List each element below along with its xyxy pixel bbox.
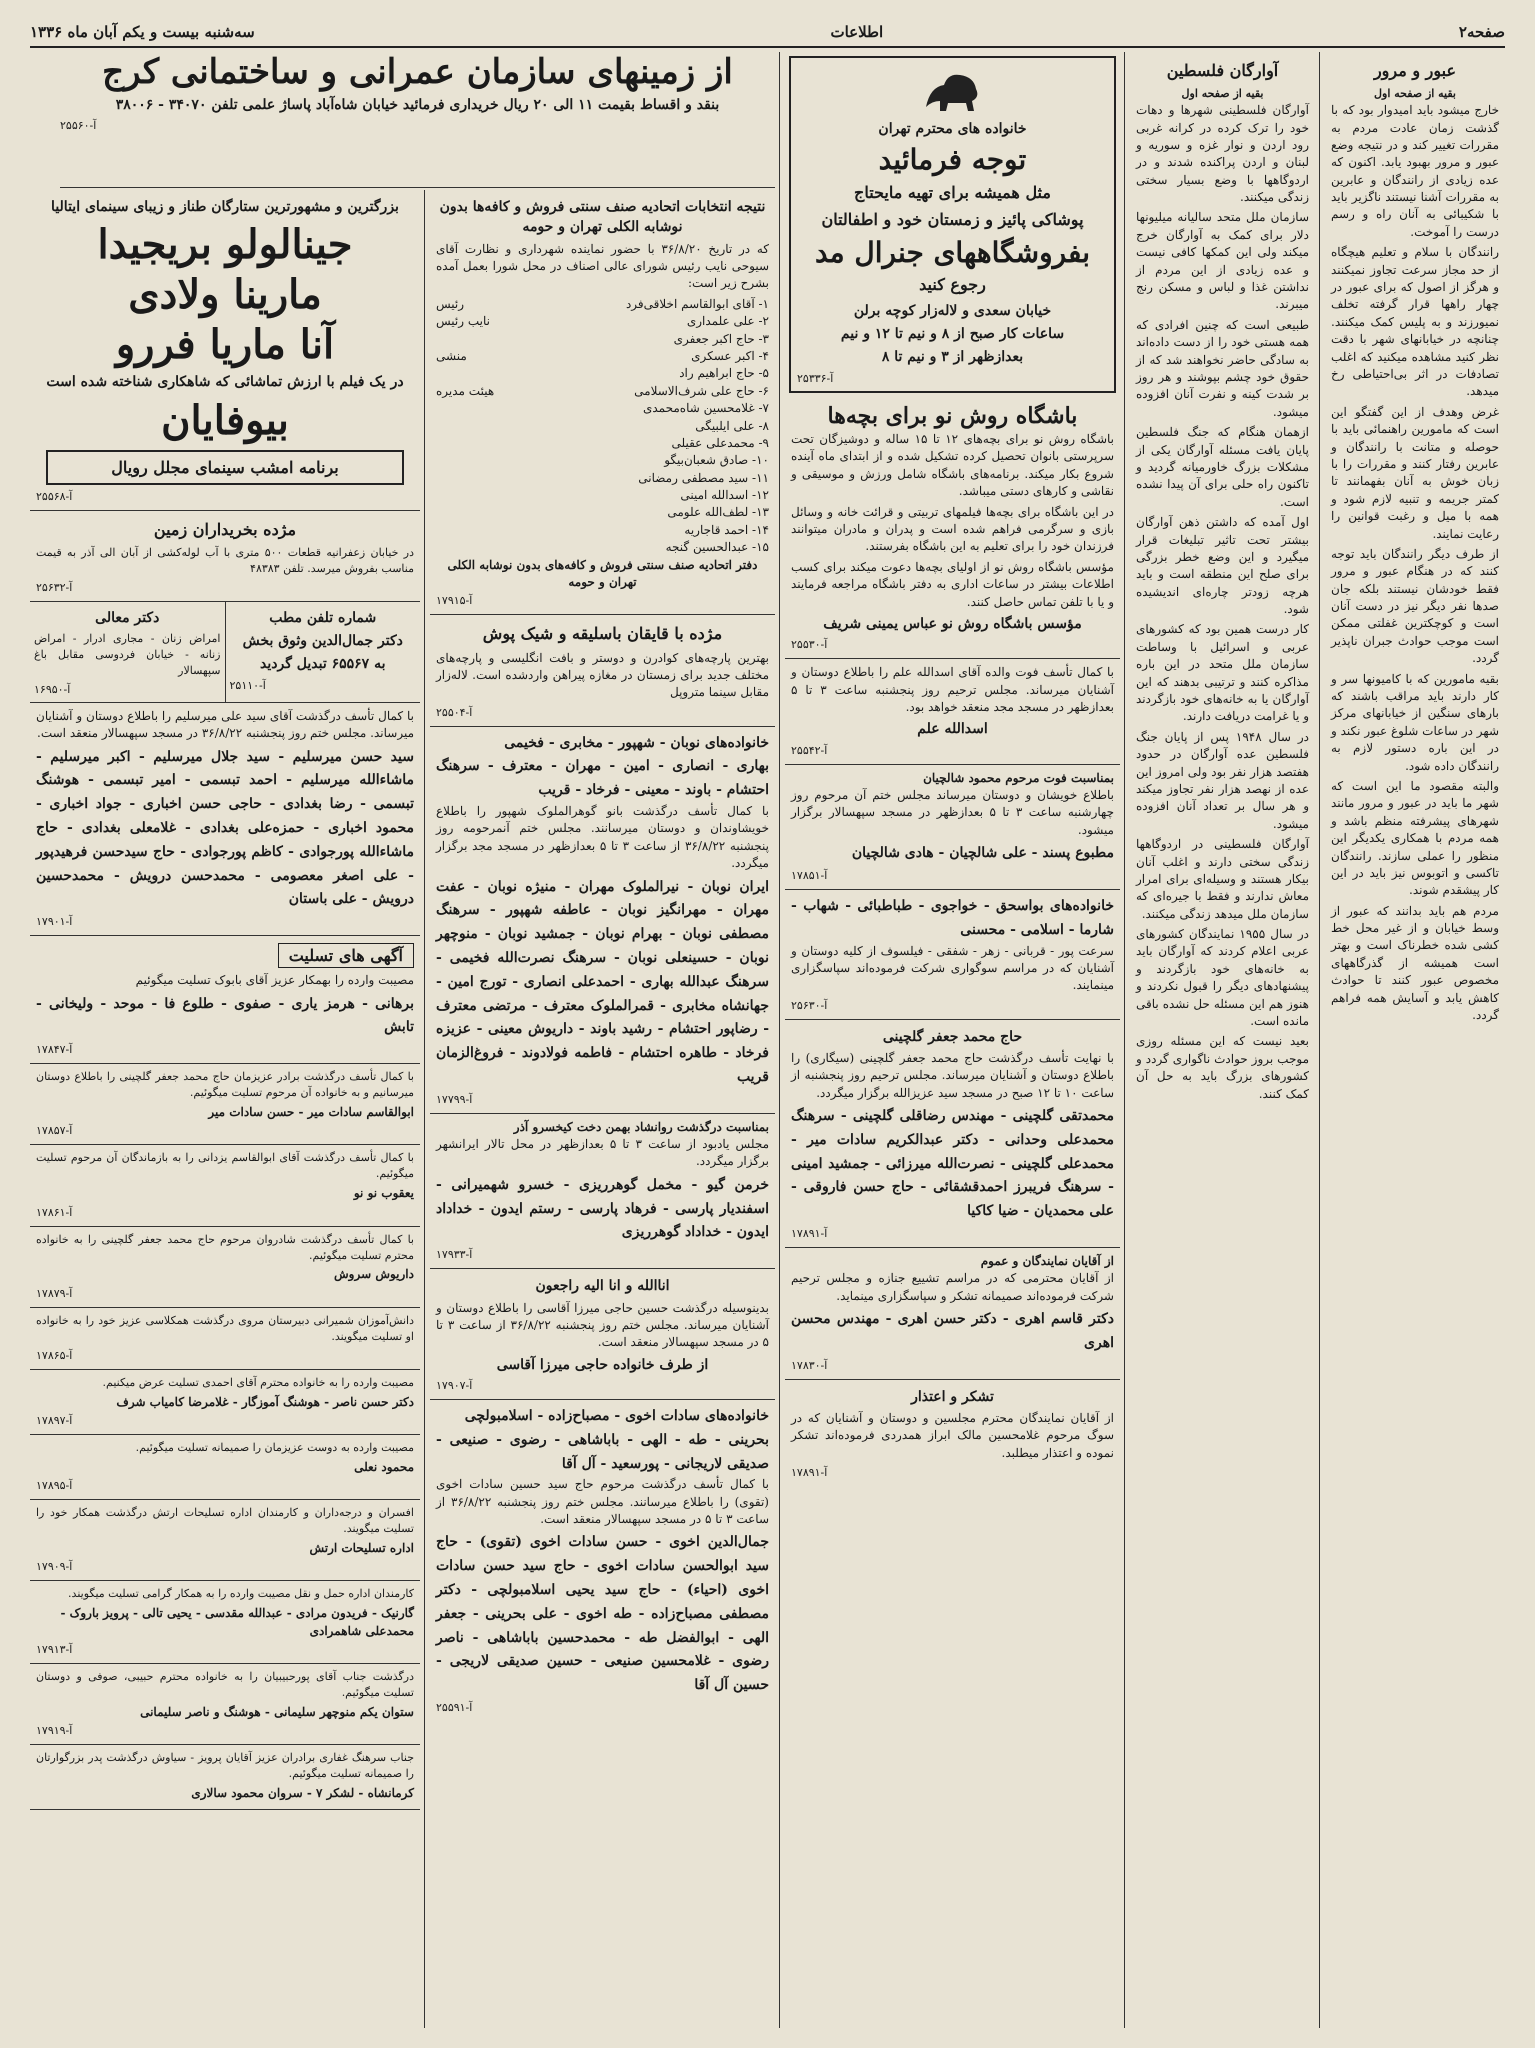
ad-ref: آ-۲۵۵۶۸ <box>36 489 73 503</box>
paragraph: در سال ۱۹۴۸ پس از پایان جنگ فلسطین عده آوارگان در حدود هفتصد هزار نفر بود ولی امروز این عده از نهصد هزار نفر تجاوز میکند و هر سال بر تعداد آنان افزوده میشود. <box>1136 729 1310 831</box>
notice-sign: ستوان یکم منوچهر سلیمانی - هوشنگ و ناصر سلیمانی <box>140 1704 414 1719</box>
notice-text: با کمال تأسف درگذشت مرحوم حاج سید حسین سادات اخوی (تقوی) را باطلاع میرسانند. مجلس ختم روز پنجشنبه ۳۶/۸/۲۲ از ساعت ۳ تا ۵ در مسجد سپهسالار منعقد است. <box>436 1477 769 1527</box>
notice-sign: گارنیک - فریدون مرادی - عبدالله مقدسی - یحیی تالی - پرویز باروک - محمدعلی شاهمرادی <box>60 1606 414 1638</box>
member-name: ۹- محمدعلی عقیلی <box>671 435 769 450</box>
notice-sign: از طرف خانواده حاجی میرزا آقاسی <box>496 1356 709 1373</box>
notice-sign: ابوالقاسم سادات میر - حسن سادات میر <box>208 1105 414 1120</box>
cinema-program: برنامه امشب سینمای مجلل رویال <box>46 450 404 485</box>
ad-line: رجوع کنید <box>919 275 986 295</box>
club-founder: مؤسس باشگاه روش نو عباس یمینی شریف <box>823 615 1082 632</box>
member-row <box>436 470 769 487</box>
condolence-notice <box>30 1064 420 1145</box>
notice-text: مصیبت وارده را بهمکار عزیز آقای بابوک تسلیت میگوئیم <box>135 973 414 988</box>
notice-ref: آ-۱۷۸۹۷ <box>36 1413 73 1427</box>
notice-sign: اداره تسلیحات ارتش <box>309 1541 414 1555</box>
member-name: ۲- علی علمداری <box>686 314 769 329</box>
paragraph: طبیعی است که چنین افرادی که همه هستی خود را از دست داده‌اند به سادگی حاضر نخواهند شد که از حقوق خود چشم بپوشند و هر روز بر شدت کینه و نفرت آنان افزوده میشود. <box>1136 317 1309 419</box>
doctor-ad <box>30 602 226 702</box>
condolence-notice <box>30 1664 420 1745</box>
notice-title: اناالله و انا الیه راجعون <box>535 1278 670 1295</box>
section-title: آگهی های تسلیت <box>278 943 414 968</box>
notice-ref: آ-۱۷۸۴۷ <box>36 1043 73 1057</box>
paragraph: بقیه مامورین که با کامیونها سر و کار دارند باید مراقب باشند که بارهای سنگین از خیابانهای مرکز شهر در ساعات شلوغ عبور نکند و در این باره دستور لازم به رانندگان داده شود. <box>1331 671 1499 773</box>
notice-text: از آقایان نمایندگان محترم مجلسین و دوستان و آشنایان که در سوگ مرحوم غلامحسین مالک ابراز همدردی فرموده‌اند تشکر نموده و اعتذار میطلبد. <box>791 1411 1114 1460</box>
ad-ref: آ-۲۵۵۰۴ <box>436 705 473 719</box>
paragraph: مؤسس باشگاه روش نو از اولیای بچه‌ها دعوت میکند برای کسب اطلاعات بیشتر در ساعات اداری به دفتر باشگاه مراجعه فرمایند و یا با تلفن تماس حاصل کنند. <box>791 559 1114 609</box>
member-row <box>436 383 769 400</box>
notice-text: مجلس یادبود از ساعت ۳ تا ۵ بعدازظهر در محل تالار ایرانشهر برگزار میگردد. <box>436 1137 769 1169</box>
notice-text: با کمال تأسف درگذشت آقای سید علی میرسلیم را باطلاع دوستان و آشنایان میرساند. مجلس ختم روز پنجشنبه ۳۶/۸/۲۲ در مسجد سپهسالار منعقد است. <box>36 708 414 741</box>
karaj-land-ad <box>60 52 775 188</box>
doctor-name: دکتر جمال‌الدین وثوق بخش <box>242 633 403 650</box>
star-name: جینالولو بریجیدا <box>97 221 353 269</box>
paragraph: ازهمان هنگام که جنگ فلسطین پایان یافت مسئله آوارگان یکی از مشکلات بزرگ خاورمیانه گردید و تاکنون راه حلی برای آن پیدا نشده است. <box>1136 425 1309 509</box>
notice-text: که در تاریخ ۳۶/۸/۲۰ با حضور نماینده شهرداری و نظارت آقای سیوحی نایب رئیس شورای عالی اصناف در محل شورا بعمل آمده بشرح زیر است: <box>436 241 769 291</box>
paragraph: در سال ۱۹۵۵ نمایندگان کشورهای عربی اعلام کردند که آوارگان باید به خانه‌های خود بازگردند و پیشنهادهای دیگر را قبول نکردند و هنوز هم این مسئله حل نشده باقی مانده است. <box>1136 927 1309 1029</box>
notice-text: با نهایت تأسف درگذشت حاج محمد جعفر گلچینی (سیگاری) را باطلاع دوستان و آشنایان میرساند. مجلس ترحیم روز پنجشنبه از ساعت ۱۰ تا ۱۲ صبح در مسجد سید عزیزالله برگزار میگردد. <box>791 1050 1114 1100</box>
condolence-notice <box>30 1500 420 1581</box>
notice-sign: کرمانشاه - لشکر ۷ - سروان محمود سالاری <box>191 1786 414 1801</box>
member-row <box>436 313 769 330</box>
column-notices-left <box>30 190 420 2030</box>
notice-ref: آ-۱۷۹۳۳ <box>436 1248 473 1262</box>
paragraph: سازمان ملل متحد سالیانه میلیونها دلار برای کمک به آوارگان خرج میکند ولی این کمکها کافی نیست و عده زیادی از این مردم از نداشتن غذا و لباس و مسکن رنج میبرند. <box>1136 210 1309 312</box>
issue-date: سه‌شنبه بیست و یکم آبان ماه ۱۳۳۶ <box>30 23 255 41</box>
condolence-list <box>30 1064 420 1810</box>
member-name: ۱۳- لطف‌الله علومی <box>667 505 769 520</box>
ad-ref: آ-۱۶۹۵۰ <box>34 682 71 696</box>
star-name: مارینا ولادی <box>128 271 322 319</box>
notice-sign: محمود نعلی <box>354 1459 414 1474</box>
column-rule <box>1124 52 1125 2028</box>
condolence-notice <box>30 1370 420 1435</box>
notice <box>785 1380 1120 1486</box>
condolence-notice <box>30 1745 420 1810</box>
notice-ref: آ-۲۵۵۴۲ <box>791 743 828 757</box>
notice-sign: سید حسن میرسلیم - سید جلال میرسلیم - اکبر میرسلیم - ماشاءالله میرسلیم - احمد تبسمی - امیر تبسمی - هوشنگ تبسمی - رضا بغدادی - حاجی حسن اخباری - جواد اخباری - محمود اخباری - حمزه‌علی بغدادی - غلامعلی بغدادی - حاج ماشاءالله پورجوادی - کاظم پورجوادی - حاج سیدحسن فرهیدپور - علی اصغر معصومی - محمدحسن درویش - محمدحسین درویش - علی باستان <box>36 748 414 908</box>
member-role: منشی <box>436 348 467 363</box>
ad-title: مژده بخریداران زمین <box>153 519 297 539</box>
member-row <box>436 522 769 539</box>
notice-ref: آ-۱۷۹۱۹ <box>36 1724 73 1738</box>
member-name: ۸- علی ایلبیگی <box>695 418 769 433</box>
member-row <box>436 504 769 521</box>
member-name: ۵- حاج ابراهیم راد <box>679 366 769 381</box>
notice <box>430 1269 775 1400</box>
notice-text: بدینوسیله درگذشت حسین حاجی میرزا آقاسی را باطلاع دوستان و آشنایان میرساند. مجلس ختم روز پنجشنبه ۳۶/۸/۲۲ از ساعت ۳ تا ۵ در مسجد سپهسالار منعقد است. <box>436 1300 770 1350</box>
paragraph: آوارگان فلسطینی در اردوگاهها زندگی سختی دارند و اغلب آنان بیکار هستند و وسیله‌ای برای امرار معاش ندارند و فقط با جیره‌ای که سازمان ملل میدهد زندگی میکنند. <box>1136 837 1309 921</box>
ad-text: بنقد و اقساط بقیمت ۱۱ الی ۲۰ ریال خریداری فرمائید خیابان شاه‌آباد پاساژ علمی تلفن ۳۴۰۷۰ - ۳۸۰۰۶ <box>115 96 720 113</box>
ad-line: خانواده های محترم تهران <box>878 121 1027 137</box>
member-row <box>436 348 769 365</box>
member-role: نایب رئیس <box>436 314 490 329</box>
paragraph: بعید نیست که این مسئله روزی موجب بروز حوادث ناگواری گردد و کشورهای بزرگ باید به حل آن کمک کنند. <box>1136 1034 1309 1101</box>
ad-text: امراض زنان - مجاری ادرار - امراض زنانه - خیابان فردوسی مقابل باغ سپهسالار <box>34 632 221 677</box>
condolence-notice <box>30 1145 420 1226</box>
paper-name: اطلاعات <box>830 23 884 41</box>
column-rule <box>424 190 425 2028</box>
notice-ref: آ-۱۷۸۵۷ <box>36 1124 73 1138</box>
notice-sign: یعقوب نو نو <box>353 1186 414 1201</box>
notice-ref: آ-۱۷۸۹۱ <box>791 1466 828 1480</box>
notice <box>430 1400 775 1721</box>
member-name: ۱۲- اسدالله امینی <box>680 488 769 503</box>
paragraph: غرض وهدف از این گفتگو این است که مامورین راهنمائی باید با حوصله و متانت با رانندگان و عابرین رفتار کنند و مقررات را با زبان خوش به آنان بفهمانند تا کمتر جریمه و تنبیه لازم شود و همه با میل و رغبت قوانین را رعایت نمایند. <box>1331 404 1499 541</box>
member-name: ۱- آقای ابوالقاسم اخلاقی‌فرد <box>625 296 769 311</box>
member-row <box>436 435 769 452</box>
paragraph: از طرف دیگر رانندگان باید توجه کنند که در هنگام عبور و مرور فقط خودشان نیستند بلکه جان صدها نفر دیگر نیز در دست آنان است و کوچکترین غفلتی ممکن است موجب حوادث جبران ناپذیر گردد. <box>1331 546 1499 666</box>
notice-title: خانواده‌های سادات اخوی - مصباح‌زاده - اسلامبولچی <box>464 1407 769 1424</box>
column-traffic <box>1325 52 1505 2030</box>
doctor-name: دکتر معالی <box>95 609 160 626</box>
ad-address: خیابان سعدی و لاله‌زار کوچه برلن <box>853 302 1052 319</box>
notice-ref: آ-۲۵۶۳۰ <box>791 998 828 1012</box>
member-row <box>436 418 769 435</box>
notice-ref: آ-۱۷۹۱۵ <box>436 594 473 608</box>
ad-title: مژده با قایقان باسلیقه و شیک پوش <box>482 624 723 644</box>
paragraph: اول آمده که داشتن ذهن آوارگان بیشتر تحت تاثیر تبلیغات قرار میگیرد و این وضع خطر بزرگی برای صلح این منطقه است و باید هرچه زودتر چاره‌ای اندیشیده شود. <box>1136 515 1309 617</box>
ad-ref: آ-۲۵۵۳۰ <box>791 638 828 652</box>
notice-ref: آ-۱۷۸۳۰ <box>791 1358 828 1372</box>
member-row <box>436 452 769 469</box>
ad-text: در خیابان زعفرانیه قطعات ۵۰۰ متری با آب لوله‌کشی از آبان الی آذر به قیمت مناسب بفروش میرسد. تلفن ۴۸۳۸۳ <box>36 545 414 575</box>
notice-title: از آقایان نمایندگان و عموم <box>980 1254 1114 1268</box>
general-mode-ad <box>789 56 1116 393</box>
ad-ref: آ-۲۵۵۶۰ <box>60 119 97 133</box>
notice-ref: آ-۱۷۸۶۱ <box>36 1205 73 1219</box>
notice-text: با کمال تأسف درگذشت بانو گوهرالملوک شهپور را باطلاع خویشاوندان و دوستان میرسانند. مجلس ختم آنمرحومه روز پنجشنبه ۳۶/۸/۲۲ از ساعت ۳ تا ۵ بعدازظهر در مسجد مجد برگزار میگردد. <box>436 804 770 871</box>
paragraph: رانندگان با سلام و تعلیم هیچگاه از حد مجاز سرعت تجاوز نمیکنند و هرگز از اصول که برای عبور در چهار راهها قرار گرفته تخلف نمیورزند و به پلیس کمک میکنند. چنانچه در خیابانهای شهر با دقت نظر کنید مشاهده میکنید که اغلب تصادفات در اثر بی‌احتیاطی رخ میدهد. <box>1331 245 1499 399</box>
ad-text: بهترین پارچه‌های کوادرن و دوستر و بافت انگلیسی و پارچه‌های مختلف جدید برای زمستان در مغازه پیراهن واردشده است. لاله‌زار مقابل سینما متروپل <box>436 650 769 700</box>
paragraph: باشگاه روش نو برای بچه‌های ۱۲ تا ۱۵ ساله و دوشیزگان تحت سرپرستی بانوان تحصیل کرده تشکیل شده و از ابتدای ماه آینده شروع بکار میکند. برنامه‌های باشگاه شامل ورزش و موسیقی و نقاشی و کارهای دستی میباشد. <box>791 432 1114 499</box>
notice-ref: آ-۱۷۸۹۵ <box>36 1479 73 1493</box>
notice-names: بحرینی - طه - الهی - باباشاهی - رضوی - صنیعی - صدیقی لاریجانی - پورسعید - آل آقا <box>436 1431 769 1472</box>
article-subtitle: بقیه از صفحه اول <box>1374 87 1456 101</box>
notice <box>785 1248 1120 1380</box>
paragraph: کار درست همین بود که کشورهای عربی و اسرائیل با وساطت سازمان ملل متحد در این باره مذاکره کنند و ترتیبی بدهند که این آوارگان یا به خانه‌های خود بازگردند و یا غرامت دریافت دارند. <box>1136 622 1309 724</box>
notice-title: نتیجه انتخابات اتحادیه صنف سنتی فروش و کافه‌ها بدون نوشابه الکلی تهران و حومه <box>439 199 766 236</box>
condolence-section <box>30 936 420 1064</box>
condolence-notice <box>30 1308 420 1370</box>
notice-sign: محمدتقی گلچینی - مهندس رضاقلی گلچینی - سرهنگ محمدعلی وحدانی - دکتر عبدالکریم سادات میر - محمدعلی گلچینی - نصرت‌الله میرزائی - جمشید امینی - سرهنگ فریبرز احمدقشقائی - حاج حسن فاروقی - علی محمدیان - ضیا کاکیا <box>791 1108 1114 1220</box>
member-row <box>436 296 769 313</box>
ad-hours: ساعات کار صبح از ۸ و نیم تا ۱۲ و نیم <box>840 325 1065 342</box>
ad-line: در یک فیلم با ارزش تماشائی که شاهکاری شناخته شده است <box>46 374 404 391</box>
notice-text: درگذشت جناب آقای پورحبیبیان را به خانواده محترم حبیبی، صوفی و دوستان تسلیت میگوئیم. <box>36 1669 414 1699</box>
notice-text: باطلاع خویشان و دوستان میرساند مجلس ختم آن مرحوم روز چهارشنبه ساعت ۳ تا ۵ بعدازظهر در مسجد سپهسالار برگزار میشود. <box>791 788 1114 837</box>
notice-sign: داریوش سروش <box>334 1267 414 1282</box>
member-row <box>436 487 769 504</box>
notice-text: کارمندان اداره حمل و نقل مصیبت وارده را به همکار گرامی تسلیت میگویند. <box>68 1587 414 1601</box>
ad-hours: بعدازظهر از ۳ و نیم تا ۸ <box>881 349 1024 366</box>
notice-ref: آ-۱۷۹۰۱ <box>36 915 73 929</box>
notice-text: مصیبت وارده به دوست عزیزمان را صمیمانه تسلیت میگوئیم. <box>135 1440 414 1454</box>
cinema-ad <box>30 190 420 511</box>
doctor-ads <box>30 602 420 703</box>
notice-sign: اسدالله علم <box>917 721 988 738</box>
paragraph: مردم هم باید بدانند که عبور از وسط خیابان و از غیر محل خط کشی شده خطرناک است و بهتر است همیشه از گذرگاههای مخصوص عبور کنند تا حوادث کاهش یابد و آسایش همه فراهم گردد. <box>1331 903 1499 1023</box>
notice-text: جناب سرهنگ غفاری برادران عزیز آقایان پرویز - سیاوش درگذشت پدر بزرگوارتان را صمیمانه تسلیت میگوئیم. <box>36 1751 415 1781</box>
member-name: ۴- اکبر عسکری <box>691 348 769 363</box>
member-name: ۱۵- عبدالحسین گنجه <box>665 540 769 555</box>
notice-text: با کمال تأسف درگذشت برادر عزیزمان حاج محمد جعفر گلچینی را باطلاع دوستان میرسانیم و به خانواده آن مرحوم تسلیت میگوئیم. <box>36 1070 414 1100</box>
member-name: ۶- حاج علی شرف‌الاسلامی <box>634 383 769 398</box>
notice-ref: آ-۱۷۷۹۹ <box>436 1092 473 1106</box>
notice <box>785 659 1120 764</box>
member-name: ۳- حاج اکبر جعفری <box>673 331 769 346</box>
notice-ref: آ-۱۷۹۰۷ <box>436 1378 473 1392</box>
paragraph: در این باشگاه برای بچه‌ها فیلمهای تربیتی و قرائت خانه و وسائل بازی و سرگرمی فراهم شده است و پدران و مادران میتوانند فرزندان خود را برای تعلیم به این باشگاه بفرستند. <box>791 504 1114 554</box>
notice <box>430 1114 775 1270</box>
condolence-notice <box>30 1581 420 1664</box>
notice-text: با کمال تأسف درگذشت شادروان مرحوم حاج محمد جعفر گلچینی را به خانواده محترم تسلیت میگوئیم. <box>36 1232 414 1262</box>
member-name: ۱۰- صادق شعبان‌بیگو <box>664 453 769 468</box>
member-name: ۱۴- احمد قاجاریه <box>684 522 769 537</box>
column-notices-mid <box>430 190 775 2030</box>
ad-line: بزرگترین و مشهورترین ستارگان طناز و زیبای سینمای ایتالیا <box>51 199 399 215</box>
notice-title: خانواده‌های بواسحق - خواجوی - طباطبائی - شهاب - شارما - اسلامی - محسنی <box>791 897 1114 938</box>
page-number: صفحه۲ <box>1458 23 1505 41</box>
ad-ref: آ-۲۵۱۱۰ <box>229 678 266 692</box>
ad-headline: توجه فرمائید <box>878 143 1027 177</box>
member-row <box>436 365 769 382</box>
club-ad <box>785 397 1120 659</box>
column-rule <box>1319 52 1320 2028</box>
member-row <box>436 539 769 556</box>
member-name: ۱۱- سید مصطفی رمضانی <box>638 470 769 485</box>
notice-sign: خرمن گیو - مخمل گوهرریزی - خسرو شهمیرانی - اسفندیار پارسی - فرهاد پارسی - رستم ایدون - خداداد ایدون - خداداد گوهرریزی <box>436 1176 769 1241</box>
article-title: آوارگان فلسطین <box>1166 61 1279 80</box>
notice-ref: آ-۲۵۵۹۱ <box>436 1701 473 1715</box>
notice-sign: برهانی - هرمز یاری - صفوی - طلوع فا - موحد - ولیخانی - تابش <box>36 995 414 1036</box>
condolence-notice <box>30 1435 420 1500</box>
notice-sign: ایران نوبان - نیرالملوک مهران - منیژه نوبان - عفت مهران - مهرانگیز نوبان - عاطفه شهپور - سرهنگ مصطفی نوبان - بهرام نوبان - جمشید نوبان - منوچهر نوبان - حسینعلی نوبان - سرهنگ نصرت‌الله فخیمی - سرهنگ عبدالله بهاری - احمدعلی انصاری - تورج امین - جهانشاه مخابری - قمرالملوک معترف - مرتضی معترف - رضاپور احتشام - رشید باوند - داریوش معینی - عزیزه فرخاد - طاهره احتشام - فاطمه فولادوند - فروغ‌الزمان قریب <box>436 878 769 1085</box>
paragraph: آوارگان فلسطینی شهرها و دهات خود را ترک کرده در کرانه غربی رود اردن و نوار غزه و سوریه و لبنان و اردن پراکنده شدند و در اردوگاهها با وضع بسیار سختی زندگی میکنند. <box>1136 103 1309 205</box>
notice-sign: مطبوع پسند - علی شالچیان - هادی شالچیان <box>851 845 1114 862</box>
ad-headline: از زمینهای سازمان عمرانی و ساختمانی کرج <box>102 52 733 92</box>
phone-number: به ۶۵۵۶۷ تبدیل گردید <box>260 656 386 673</box>
film-title: بیوفایان <box>161 396 289 444</box>
ad-ref: آ-۲۵۶۳۲ <box>36 580 73 594</box>
article-title: عبور و مرور <box>1373 61 1457 80</box>
notice-sign: دکتر قاسم اهری - دکتر حسن اهری - مهندس محسن اهری <box>791 1311 1114 1351</box>
land-ad <box>30 511 420 602</box>
member-name: ۷- غلامحسین شاه‌محمدی <box>642 401 769 416</box>
notice <box>785 890 1120 1020</box>
club-title: باشگاه روش نو برای بچه‌ها <box>827 403 1078 430</box>
notice-text: سرعت پور - قربانی - زهر - شفقی - فیلسوف از کلیه دوستان و آشنایان که در مراسم سوگواری شرکت فرموده‌اند سپاسگزاری مینمایند. <box>791 943 1114 993</box>
notice-ref: آ-۱۷۸۷۹ <box>36 1286 73 1300</box>
notice-names: بهاری - انصاری - امین - مهران - معترف - سرهنگ احتشام - باوند - معینی - فرخاد - قریب <box>436 758 769 799</box>
member-row <box>436 331 769 348</box>
masthead <box>30 18 1505 48</box>
ad-line: پوشاکی پائیز و زمستان خود و اطفالتان <box>821 209 1084 229</box>
notice-text: مصیبت وارده را به خانواده محترم آقای احمدی تسلیت عرض میکنیم. <box>102 1375 414 1389</box>
ad-store-name: بفروشگاههای جنرال مد <box>814 236 1091 270</box>
notice-ref: آ-۱۷۹۰۹ <box>36 1560 73 1574</box>
notice-title: بمناسبت فوت مرحوم محمود شالچیان <box>923 770 1114 785</box>
paragraph: والبته مقصود ما این است که شهر ما باید در عبور و مرور مانند شهرهای پیشرفته منظم باشد و همه مردم با همکاری یکدیگر این منظور را عملی سازند. رانندگان تاکسی و اتوبوس نیز باید در این کار پیشقدم شوند. <box>1331 778 1499 898</box>
notice-text: افسران و درجه‌داران و کارمندان اداره تسلیحات ارتش درگذشت همکار خود را تسلیت میگویند. <box>36 1506 414 1536</box>
article-subtitle: بقیه از صفحه اول <box>1181 87 1264 101</box>
notice <box>785 1020 1120 1248</box>
condolence-notice <box>30 1227 420 1308</box>
member-row <box>436 400 769 417</box>
notice-text: از آقایان محترمی که در مراسم تشییع جنازه و مجلس ترحیم شرکت فرموده‌اند صمیمانه تشکر و سپاسگزاری مینماید. <box>791 1271 1114 1303</box>
notice-title: حاج محمد جعفر گلچینی <box>882 1028 1023 1045</box>
lion-icon <box>918 67 988 115</box>
notice-text: دانش‌آموزان شمیرانی دبیرستان مروی درگذشت همکلاسی عزیز خود را به خانواده او تسلیت میگویند. <box>36 1313 414 1343</box>
fabric-ad <box>430 615 775 726</box>
notice-text: با کمال تأسف درگذشت آقای ابوالقاسم یزدانی را به بازماندگان آن مرحوم تسلیت میگوئیم. <box>36 1151 414 1181</box>
lion-logo <box>797 67 1108 115</box>
ad-ref: آ-۲۵۳۳۶ <box>797 371 834 385</box>
notice-ref: آ-۱۷۸۶۵ <box>36 1348 73 1362</box>
member-role: هیئت مدیره <box>436 383 495 398</box>
notice-text: با کمال تأسف فوت والده آقای اسدالله علم را باطلاع دوستان و آشنایان میرساند. مجلس ترحیم روز پنجشنبه ساعت ۳ تا ۵ بعدازظهر در مسجد مجد منعقد خواهد بود. <box>791 665 1114 714</box>
ad-title: شماره تلفن مطب <box>269 609 377 626</box>
notice <box>785 765 1120 890</box>
notice-title: خانواده‌های نوبان - شهپور - مخابری - فخیمی <box>504 734 769 751</box>
column-rule <box>779 52 780 2028</box>
notice <box>30 703 420 936</box>
notice-ref: آ-۱۷۹۱۳ <box>36 1643 73 1657</box>
notice-title: بمناسبت درگذشت روانشاد بهمن دخت کیخسرو آذر <box>513 1119 769 1134</box>
paragraph: خارج میشود باید امیدوار بود که با گذشت زمان عادت مردم به مقررات تغییر کند و در نتیجه وضع عبور و مرور بهبود یابد. اکنون که عده زیادی از رانندگان و عابرین به مقررات آشنا نیستند ناگزیر باید با شکیبائی به آنان راه و رسم درست را آموخت. <box>1331 103 1499 239</box>
column-refugees <box>1130 52 1315 2030</box>
union-election-notice <box>430 190 775 615</box>
ad-line: مثل همیشه برای تهیه مایحتاج <box>854 182 1051 202</box>
member-role: رئیس <box>436 296 465 311</box>
notice-ref: آ-۱۷۸۵۱ <box>791 868 828 882</box>
notice <box>430 727 775 1114</box>
column-ads-center <box>785 52 1120 2030</box>
notice-ref: آ-۱۷۸۹۱ <box>791 1227 828 1241</box>
star-name: آنا ماریا فررو <box>115 321 335 369</box>
notice-sign: دکتر حسن ناصر - هوشنگ آموزگار - غلامرضا کامیاب شرف <box>116 1394 414 1409</box>
member-list <box>436 296 769 557</box>
phone-ad <box>226 602 421 702</box>
notice-sign: جمال‌الدین اخوی - حسن سادات اخوی (تقوی) - حاج سید ابوالحسن سادات اخوی - حاج سید حسن سادات اخوی (احیاء) - حاج سید یحیی اسلامبولچی - دکتر مصطفی مصباح‌زاده - طه اخوی - علی بحرینی - جعفر الهی - ابوالفضل طه - محمدحسین باباشاهی - ناصر رضوی - غلامحسین صنیعی - حسین صدیقی لاریجی - حسین آل آقا <box>436 1534 769 1694</box>
notice-title: تشکر و اعتذار <box>911 1388 994 1405</box>
notice-sign: دفتر اتحادیه صنف سنتی فروش و کافه‌های بدون نوشابه الکلی تهران و حومه <box>447 557 758 590</box>
